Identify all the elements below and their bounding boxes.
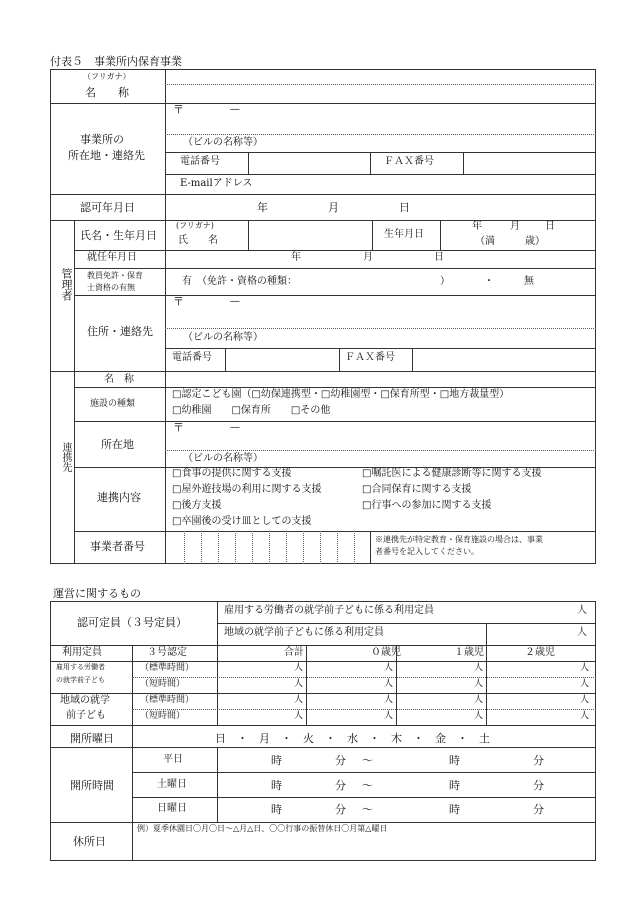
saturday-open-minute: 分 xyxy=(335,779,346,792)
sunday-tilde: 〜 xyxy=(362,803,373,816)
emp-std-age0-unit: 人 xyxy=(384,663,394,673)
coop-doctor-support[interactable]: □嘱託医による健康診断等に関する支援 xyxy=(362,468,542,479)
license-label-2: 士資格の有無 xyxy=(87,283,135,292)
local-children-label-2: 前子ども xyxy=(66,710,106,721)
capacity-label: 認可定員（３号定員） xyxy=(77,616,187,629)
capacity-local-unit: 人 xyxy=(577,627,587,638)
saturday-open-hour: 時 xyxy=(271,779,282,792)
closed-days-label: 休所日 xyxy=(73,835,106,848)
local-standard-time: （標準時間） xyxy=(140,695,195,705)
weekday-open-minute: 分 xyxy=(335,754,346,767)
birth-date-label: 生年月日 xyxy=(384,229,424,240)
capacity-employee-unit: 人 xyxy=(577,605,587,616)
capacity-local-field[interactable] xyxy=(490,626,570,642)
building-label: （ビルの名称等） xyxy=(183,137,263,148)
sunday-close-hour: 時 xyxy=(449,803,460,816)
sunday-open-hour: 時 xyxy=(271,803,282,816)
partner-side-label: 連携先 xyxy=(60,442,71,472)
appoint-day: 日 xyxy=(434,252,444,263)
saturday-tilde: 〜 xyxy=(362,779,373,792)
coop-graduate-support[interactable]: □卒園後の受け皿としての支援 xyxy=(172,516,312,527)
capacity-employee-field[interactable] xyxy=(490,604,570,620)
license-no-option[interactable]: 無 xyxy=(524,276,534,287)
closed-days-field[interactable] xyxy=(134,836,594,859)
emp-short-age0-unit: 人 xyxy=(384,679,394,689)
postal-dash: — xyxy=(230,104,240,115)
manager-fax-label: ＦＡＸ番号 xyxy=(345,352,395,363)
facility-type-label: 施設の種類 xyxy=(90,399,136,409)
address-label-2: 所在地・連絡先 xyxy=(68,149,145,162)
manager-furigana-label: (フリガナ) xyxy=(176,221,214,230)
weekday-label: 平日 xyxy=(163,754,183,765)
operator-number-field[interactable] xyxy=(166,532,366,563)
closed-days-example: 例）夏季休園日〇月〇日〜△月△日、〇〇行事の振替休日〇月第△曜日 xyxy=(137,824,388,833)
manager-postal-dash: — xyxy=(230,296,240,307)
fax-field[interactable] xyxy=(465,153,593,173)
phone-label: 電話番号 xyxy=(180,156,220,167)
appoint-month: 月 xyxy=(363,252,373,263)
partner-address-field[interactable] xyxy=(185,422,585,448)
partner-name-label: 名 称 xyxy=(104,374,134,385)
local-short-age1-unit: 人 xyxy=(474,711,484,721)
approval-date-label: 認可年月日 xyxy=(80,201,135,214)
postal-mark: 〒 xyxy=(173,103,184,116)
local-short-total-unit: 人 xyxy=(294,711,304,721)
emp-short-age2-unit: 人 xyxy=(580,679,590,689)
name-field[interactable] xyxy=(166,85,594,102)
emp-short-age1-unit: 人 xyxy=(474,679,484,689)
partner-building-label: （ビルの名称等） xyxy=(183,453,263,464)
manager-name-label: 氏 名 xyxy=(178,235,218,246)
coop-playground-support[interactable]: □屋外遊技場の利用に関する支援 xyxy=(172,484,322,495)
age-label: （満 歳） xyxy=(475,236,545,247)
facility-type-options[interactable]: □認定こども園（□幼保連携型・□幼稚園型・□保育所型・□地方裁量型） xyxy=(172,389,510,400)
operator-number-label: 事業者番号 xyxy=(90,540,145,553)
name-label: 名 称 xyxy=(85,86,129,99)
capacity-employee-label: 雇用する労働者の就学前子どもに係る利用定員 xyxy=(224,605,434,616)
col-age0-header: ０歳児 xyxy=(371,647,401,658)
col-total-header: 合計 xyxy=(284,647,304,658)
form-title: 付表５ 事業所内保育事業 xyxy=(50,55,182,68)
coop-meal-support[interactable]: □食事の提供に関する支援 xyxy=(172,468,292,479)
address-field[interactable] xyxy=(185,104,585,132)
local-std-age2-unit: 人 xyxy=(580,695,590,705)
partner-location-label: 所在地 xyxy=(101,438,134,451)
saturday-close-minute: 分 xyxy=(533,779,544,792)
manager-fax-field[interactable] xyxy=(414,349,594,370)
license-dot: ・ xyxy=(484,276,494,287)
manager-name-birth-label: 氏名・生年月日 xyxy=(80,229,157,242)
facility-type-options-2[interactable]: □幼稚園 □保育所 □その他 xyxy=(172,405,331,416)
day-label: 日 xyxy=(399,201,410,214)
birth-year: 年 xyxy=(472,221,482,232)
phone-field[interactable] xyxy=(250,153,368,173)
partner-postal-dash: — xyxy=(230,422,240,433)
local-children-label: 地域の就学 xyxy=(60,695,110,706)
coop-event-support[interactable]: □行事への参加に関する支援 xyxy=(362,500,492,511)
partner-name-field[interactable] xyxy=(166,372,594,386)
sunday-close-minute: 分 xyxy=(533,803,544,816)
birth-day: 日 xyxy=(545,221,555,232)
local-std-age0-unit: 人 xyxy=(384,695,394,705)
coop-joint-care-support[interactable]: □合同保育に関する支援 xyxy=(362,484,472,495)
license-yes-option[interactable]: 有 （免許・資格の種類： xyxy=(182,276,297,287)
emp-std-age1-unit: 人 xyxy=(474,663,484,673)
manager-address-label: 住所・連絡先 xyxy=(87,325,153,338)
manager-address-field[interactable] xyxy=(185,296,585,326)
email-label: E-mailアドレス xyxy=(180,178,253,189)
sunday-open-minute: 分 xyxy=(335,803,346,816)
weekday-open-hour: 時 xyxy=(271,754,282,767)
operator-note: ※連携先が特定教育・保育施設の場合は、事業 xyxy=(375,535,543,544)
open-days-options[interactable]: 日 ・ 月 ・ 火 ・ 水 ・ 木 ・ 金 ・ 土 xyxy=(215,732,490,745)
col-used-header: 利用定員 xyxy=(62,647,102,658)
saturday-label: 土曜日 xyxy=(157,779,187,790)
emp-short-time: （短時間） xyxy=(140,679,186,689)
open-hours-label: 開所時間 xyxy=(70,779,114,792)
manager-name-field[interactable] xyxy=(250,221,370,249)
sunday-label: 日曜日 xyxy=(157,803,187,814)
furigana-label: （フリガナ） xyxy=(83,72,131,81)
manager-building-label: （ビルの名称等） xyxy=(183,332,263,343)
license-close: ） xyxy=(440,276,450,287)
appointment-date-label: 就任年月日 xyxy=(87,252,137,263)
col-age1-header: １歳児 xyxy=(454,647,484,658)
weekday-close-minute: 分 xyxy=(533,754,544,767)
partner-postal-mark: 〒 xyxy=(173,421,184,434)
capacity-local-label: 地域の就学前子どもに係る利用定員 xyxy=(224,627,384,638)
employee-children-label-2: の就学前子ども xyxy=(56,676,105,684)
emp-short-total-unit: 人 xyxy=(294,679,304,689)
emp-standard-time: （標準時間） xyxy=(140,663,195,673)
local-short-age2-unit: 人 xyxy=(580,711,590,721)
month-label: 月 xyxy=(328,201,339,214)
appoint-year: 年 xyxy=(291,252,301,263)
col-age2-header: ２歳児 xyxy=(525,647,555,658)
emp-std-age2-unit: 人 xyxy=(580,663,590,673)
address-label: 事業所の xyxy=(80,133,124,146)
employee-children-label: 雇用する労働者 xyxy=(56,663,105,671)
saturday-close-hour: 時 xyxy=(449,779,460,792)
cooperation-label: 連携内容 xyxy=(97,491,141,504)
coop-backup-support[interactable]: □後方支援 xyxy=(172,500,222,511)
email-field[interactable] xyxy=(260,175,593,193)
license-label: 教員免許・保育 xyxy=(87,271,143,280)
emp-std-total-unit: 人 xyxy=(294,663,304,673)
manager-phone-field[interactable] xyxy=(227,349,337,370)
birth-month: 月 xyxy=(510,221,520,232)
col-cert-header: ３号認定 xyxy=(147,647,187,658)
operation-title: 運営に関するもの xyxy=(53,587,141,600)
manager-side-label: 管理者 xyxy=(60,268,73,301)
manager-postal-mark: 〒 xyxy=(173,295,184,308)
local-short-time: （短時間） xyxy=(140,711,186,721)
year-label: 年 xyxy=(257,201,268,214)
weekday-tilde: 〜 xyxy=(362,754,373,767)
open-days-label: 開所曜日 xyxy=(70,732,114,745)
operator-note-2: 者番号を記入してください。 xyxy=(375,547,479,556)
local-std-total-unit: 人 xyxy=(294,695,304,705)
manager-phone-label: 電話番号 xyxy=(172,352,212,363)
local-std-age1-unit: 人 xyxy=(474,695,484,705)
local-short-age0-unit: 人 xyxy=(384,711,394,721)
fax-label: ＦＡＸ番号 xyxy=(384,156,434,167)
weekday-close-hour: 時 xyxy=(449,754,460,767)
